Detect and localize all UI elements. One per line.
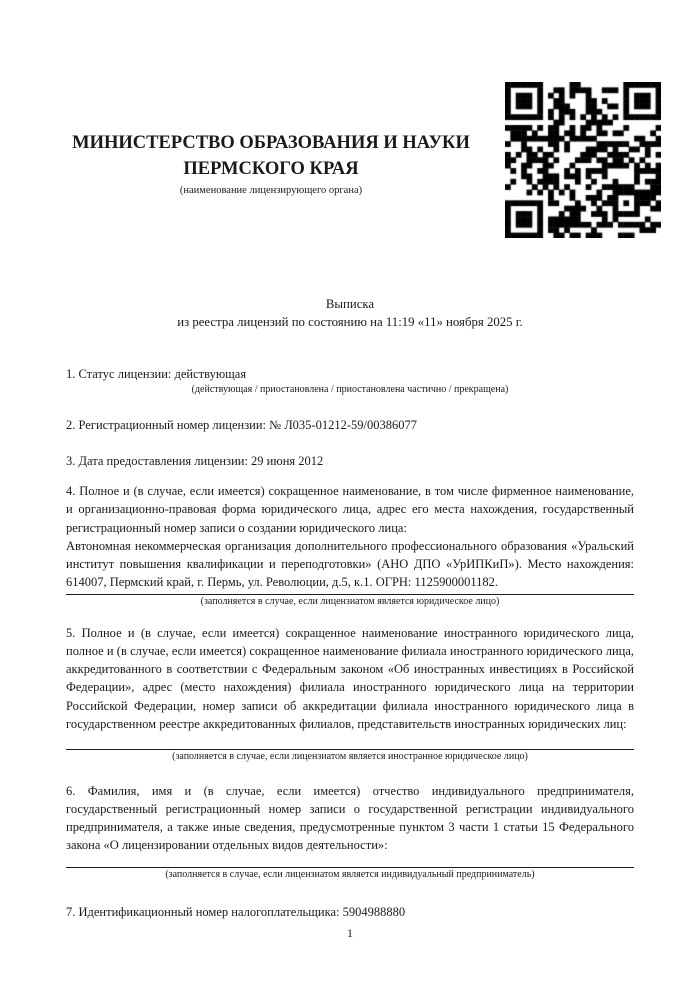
letterhead [66, 130, 476, 198]
document-title [66, 295, 634, 331]
license-status-text: 1. Статус лицензии: действующая [66, 367, 247, 381]
qr-code-icon [505, 82, 661, 238]
item-registration-number [66, 416, 634, 434]
foreign-entity-caption: (заполняется в случае, если лицензиатом является иностранное юридическое лицо) [172, 751, 528, 763]
taxpayer-id-text: 7. Идентификационный номер налогоплательщика: 5904988880 [66, 904, 406, 919]
document-title-line2: из реестра лицензий по состоянию на 11:19 «11» ноября 2025 г. [177, 315, 523, 329]
legal-entity-value: Автономная некоммерческая организация дополнительного профессионального образования «Уральский институт повышения квалификации и переподготовки» (АНО ДПО «УрИПКиП»). Место нахождения: 614007, Пермский край, г. Пермь, ул. Революции, д.5, к.1. ОГРН: 1125900001182. [66, 538, 634, 590]
license-status-options-caption: (действующая / приостановлена / приостановлена частично / прекращена) [191, 384, 509, 396]
registration-number-text: 2. Регистрационный номер лицензии: № Л035-01212-59/00386077 [66, 417, 417, 432]
page-number: 1 [347, 926, 353, 940]
individual-entrepreneur-description: 6. Фамилия, имя и (в случае, если имеется) отчество индивидуального предпринимателя, государственный регистрационный номер записи о государственной регистрации индивидуального предпринимателя, а также иные сведения, предусмотренные пунктом 3 части 1 статьи 15 Федерального закона «О лицензировании отдельных видов деятельности»: [66, 783, 634, 853]
ministry-name-line1: МИНИСТЕРСТВО ОБРАЗОВАНИЯ И НАУКИ [72, 133, 470, 153]
foreign-entity-description: 5. Полное и (в случае, если имеется) сокращенное наименование иностранного юридического лица, полное и (в случае, если имеется) сокращенное наименование филиала иностранного юридического лица, аккредитованного в соответствии с Федеральным законом «Об иностранных инвестициях в Российской Федерации», адрес (место нахождения) филиала иностранного юридического лица на территории Российской Федерации, номер записи об аккредитации филиала иностранного юридического лица в государственном реестре аккредитованных филиалов, представительств иностранных юридических лиц: [66, 625, 634, 731]
license-date-text: 3. Дата предоставления лицензии: 29 июня 2012 [66, 453, 324, 468]
item-taxpayer-id [66, 903, 634, 921]
legal-entity-caption: (заполняется в случае, если лицензиатом является юридическое лицо) [200, 596, 500, 608]
legal-entity-description: 4. Полное и (в случае, если имеется) сокращенное наименование, в том числе фирменное наименование, и организационно-правовая форма юридического лица, адрес его места нахождения, государственный регистрационный номер записи о создании юридического лица: [66, 484, 634, 535]
item-individual-entrepreneur [66, 782, 634, 882]
document-title-line1: Выписка [325, 297, 375, 311]
item-legal-entity [66, 482, 634, 609]
ministry-name-line2: ПЕРМСКОГО КРАЯ [183, 159, 359, 179]
item-license-status [66, 365, 634, 397]
extract-body [66, 365, 634, 921]
ministry-caption: (наименование лицензирующего органа) [179, 185, 363, 196]
item-license-date [66, 452, 634, 470]
item-foreign-entity [66, 624, 634, 764]
individual-entrepreneur-caption: (заполняется в случае, если лицензиатом является индивидуальный предприниматель) [165, 869, 535, 881]
